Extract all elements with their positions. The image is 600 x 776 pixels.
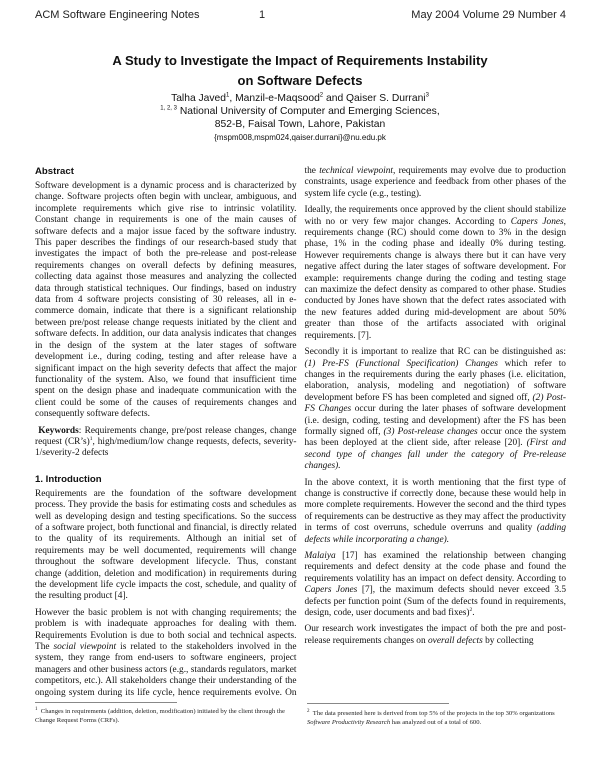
abstract-heading: Abstract — [35, 166, 74, 177]
author-2-sup: 2 — [319, 92, 324, 99]
author-3-sup: 3 — [425, 92, 429, 99]
intro-paragraph-6 — [305, 551, 567, 619]
author-3: and Qaiser S. Durrani — [323, 93, 426, 104]
italic-span: social viewpoint — [53, 642, 117, 653]
introduction-heading: 1. Introduction — [35, 473, 102, 485]
text-span: Ideally, the requirements once approved by the client should stabilize with no or very few major changes. According to — [304, 205, 566, 227]
italic-span: overall defects — [428, 635, 483, 646]
text-span: , requirements may evolve due to production constraints, usage experience and feedback from other phases of the system life cycle (e.g., testing). — [304, 166, 566, 199]
abstract-text: Software development is a dynamic process and is characterized by change. Software projects often begin with unclear, ambiguous, and incomplete requirements which give rise to intrinsic volatility. Constant change in requirements is one of the main causes of software defects and a major issue faced by the software industry. This paper describes the findings of our research-based study that investigates the impact of both the pre-release and post-release requirements changes on overall defects by defining measures, collecting data against those measures and analyzing the collected data through statistical techniques. Our findings, based on industry data from 4 software projects consisting of 30 releases, all in e-commerce domain, indicate that there is a significant relationship between pre/post release change requests initiated by the client and software defects. In addition, our data analysis indicates that changes in the design of the system at the later stages of software development i.e., during coding, testing and after release have a significant impact on the high severity defects that affect the major functionality of the system. Also, we found that insufficient time spent on the design phase and inadequate communication with the client could be some of the causes of requirements changes and consequently software defects. — [35, 181, 297, 420]
text-span: [7], the maximum defects should never exceed 3.5 defects per function point (Sum of the defects found in requirements, design, code, user documents and bad fixes) — [304, 585, 566, 619]
footnote-2 — [307, 709, 569, 727]
author-2: , Manzil-e-Maqsood — [229, 93, 320, 104]
italic-span: technical viewpoint — [319, 166, 394, 176]
footnote-2-number: 2 — [307, 708, 310, 714]
keywords-text-b: , high/medium/low change requests, defects, severity-1/severity-2 defects — [35, 436, 297, 459]
text-span: . — [472, 608, 475, 619]
text-span: occur once the system has been deployed at the client side, after release [20]. — [304, 426, 567, 449]
text-span: occur during the later phases of software development (i.e. design, coding, testing and development) after the FS has been formally signed off, — [304, 404, 566, 437]
affiliation-sup: 1, 2, 3 — [160, 105, 177, 112]
page-number: 1 — [259, 9, 266, 21]
intro-paragraph-3 — [305, 205, 567, 342]
text-span: by collecting — [482, 635, 534, 646]
keywords-label: Keywords — [38, 425, 79, 436]
footnote-rule-right — [307, 703, 449, 704]
intro-paragraph-1: Requirements are the foundation of the software development process. They provide the basis for estimating costs and schedules as well as developing design and testing specifications. So the success of a software project, both functional and financial, is directly related to the quality of its requirements. Although an initial set of requirements may be well documented, requirements will change throughout the software development lifecycle. Thus, constant change (addition, deletion and modification) in requirements during the development life cycle impacts the cost, schedule, and quality of the resulting product [4]. — [35, 488, 297, 602]
intro-paragraph-5 — [305, 478, 567, 546]
keywords-text-a: : Requirements change, pre/post release changes, change request (CR’s) — [35, 425, 297, 447]
text-span: is related to the stakeholders involved in the system, they range from end-users to software engineers, project managers and other business actors (e.g., standards regulators, market competitors, etc.). All stakeholders change their understanding of the ongoing system during its life cycle, hence requirements evolve. On the — [35, 166, 320, 698]
text-span: However the basic problem is not with changing requirements; the problem is with inadequate approaches for dealing with them. Requirements Evolution is due to both social and technical aspects. The — [35, 607, 297, 653]
italic-span: (3) Post-release changes — [383, 426, 478, 437]
text-span: In the above context, it is worth mentioning that the first type of change is constructive if correctly done, because these would help in more complete requirements. However the second and the third types of requirements can be destructive as they may affect the productivity in terms of cost overruns, schedule overruns and quality — [304, 477, 566, 534]
intro-paragraph-7 — [305, 624, 567, 647]
italic-span: Capers Jones — [510, 216, 564, 227]
affiliation — [0, 106, 600, 117]
paper-title-line2: on Software Defects — [237, 73, 363, 88]
author-1-sup: 1 — [226, 92, 230, 99]
footnote-1-text: Changes in requirements (addition, deletion, modification) initiated by the client through the Change Request Forms (CRFs). — [35, 708, 285, 724]
italic-span: (adding defects while incorporating a change). — [304, 523, 566, 545]
keywords — [35, 426, 297, 460]
address: 852-B, Faisal Town, Lahore, Pakistan — [214, 119, 386, 130]
italic-span: Capers Jones — [304, 585, 358, 596]
italic-span: (1) Pre-FS (Functional Specification) Changes — [304, 358, 498, 369]
author-emails: {mspm008,mspm024,qaiser.durrani}@nu.edu.pk — [214, 133, 386, 142]
italic-span: (First and second type of changes fall under the category of Pre-release changes). — [304, 438, 566, 472]
footnote-1-number: 1 — [35, 706, 38, 712]
footnote-ref-1: 1 — [89, 435, 93, 442]
footnote-1 — [35, 707, 297, 725]
italic-span: Malaiya — [304, 551, 336, 561]
running-header-issue: May 2004 Volume 29 Number 4 — [411, 9, 566, 21]
text-span: , requirements change (RC) should come down to 3% in the design phase, 1% in the coding phase and ideally 0% during testing. However requirements change is always there but it can have very negative affect during the later stages of software development. For example: requirements change during the coding and testing stage can maximize the defect density as compared to other phase. Studies conducted by Jones have shown that the defect rates associated with the new features added during mid-development are about 50% greater than those of the artifacts associated with original requirements. [7]. — [304, 216, 566, 341]
intro-paragraph-4 — [305, 347, 567, 472]
footnote-ref-2: 2 — [469, 606, 473, 613]
footnote-2-text: The data presented here is derived from top 5% of the projects in the top 30% organizations — [312, 710, 555, 717]
text-span: [17] has examined the relationship between changing requirements and defect density at the code phase and found the requirements volatility has an impact on defect density. According to — [304, 551, 566, 584]
running-header-journal: ACM Software Engineering Notes — [35, 9, 200, 21]
affiliation-text: National University of Computer and Emerging Sciences, — [176, 106, 440, 117]
italic-span: (2) Post-FS Changes — [304, 392, 566, 415]
author-1: Talha Javed — [171, 93, 227, 104]
paper-title-line1: A Study to Investigate the Impact of Requirements Instability — [112, 53, 488, 68]
author-list — [0, 93, 600, 104]
footnote-rule-left — [35, 702, 177, 703]
two-column-body — [35, 166, 566, 700]
text-span: which refer to changes in the requirements during the early phases (i.e. elicitation, elaboration, analysis, modeling and negotiation) of software development before FS has been completed and signed off, — [304, 358, 566, 403]
text-span: Our research work investigates the impact of both the pre and post-release requirements changes on — [304, 624, 566, 646]
text-span: Secondly it is important to realize that RC can be distinguished as: — [304, 347, 566, 358]
footnote-2-italic: Software Productivity Research — [307, 719, 391, 726]
footnote-2-text-end: has analyzed out of a total of 600. — [390, 719, 482, 726]
